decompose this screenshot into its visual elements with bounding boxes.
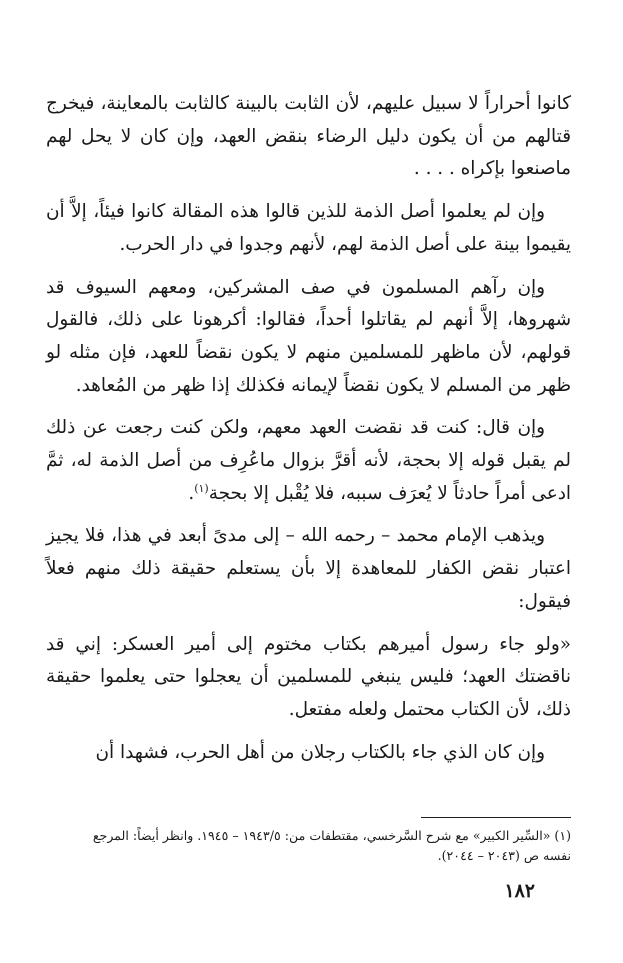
- paragraph-2: وإن لم يعلموا أصل الذمة للذين قالوا هذه المقالة كانوا فيئاً، إلاَّ أن يقيموا بينة على أصل الذمة لهم، لأنهم وجدوا في دار الحرب.: [46, 201, 571, 255]
- paragraph-1: كانوا أحراراً لا سبيل عليهم، لأن الثابت بالبينة كالثابت بالمعاينة، فيخرج قتالهم من أن يكون دليل الرضاء بنقض العهد، وإن كان لا يحل لهم ماصنعوا بإكراه . . . .: [46, 93, 571, 180]
- footnote-line-1: (١) «السِّير الكبير» مع شرح السَّرخسي، مقتطفات من: ١٩٤٣/٥ – ١٩٤٥. وانظر أيضاً: المرجع: [92, 828, 571, 843]
- paragraph-4: [46, 412, 571, 510]
- paragraph-7: وإن كان الذي جاء بالكتاب رجلان من أهل الحرب، فشهدا أن: [95, 741, 545, 763]
- paragraph-4-tail: .: [188, 482, 195, 504]
- paragraph-5: ويذهب الإمام محمد – رحمه الله – إلى مدىً أبعد في هذا، فلا يجيز اعتبار نقض الكفار للمعاهدة إلا بأن يستعلم حقيقة ذلك منهم فعلاً فيقول:: [46, 525, 571, 612]
- footnote-reference: (١): [194, 481, 209, 495]
- page-number: ١٨٢: [504, 880, 535, 902]
- footnote-divider: [421, 817, 571, 818]
- footnote: [46, 826, 571, 866]
- footnote-line-2: نفسه ص (٢٠٤٣ – ٢٠٤٤).: [437, 848, 571, 863]
- paragraph-3: وإن رآهم المسلمون في صف المشركين، ومعهم السيوف قد شهروها، إلاَّ أنهم لم يقاتلوا أحداً، فقالوا: أكرهونا على ذلك، فالقول قولهم، لأن ماظهر للمسلمين منهم لا يكون نقضاً للعهد، فإن مثله لو ظهر من المسلم لا يكون نقضاً لإيمانه فكذلك إذا ظهر من المُعاهد.: [46, 276, 571, 396]
- main-text: [46, 88, 571, 779]
- paragraph-4-text: وإن قال: كنت قد نقضت العهد معهم، ولكن كنت رجعت عن ذلك لم يقبل قوله إلا بحجة، لأنه أقرَّ بزوال ماعُرِف من أصل الذمة له، ثمَّ ادعى أمراً حادثاً لا يُعرَف سببه، فلا يُقْبل إلا بحجة: [46, 417, 571, 504]
- paragraph-6-quote: «ولو جاء رسول أميرهم بكتاب مختوم إلى أمير العسكر: إني قد ناقضتك العهد؛ فليس ينبغي للمسلمين أن يعجلوا حتى يعلموا حقيقة ذلك، لأن الكتاب محتمل ولعله مفتعل.: [46, 633, 571, 720]
